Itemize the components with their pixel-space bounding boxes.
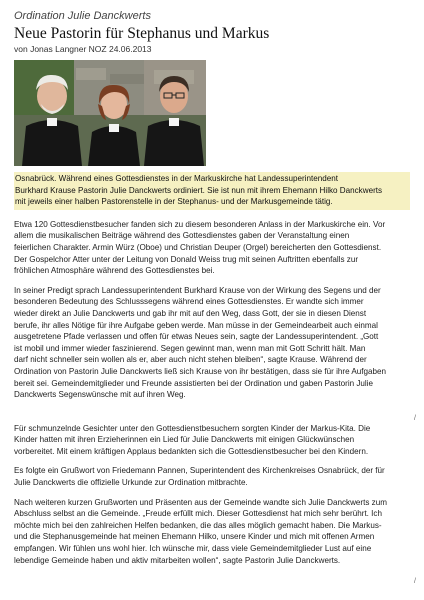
- text-line: Abschluss selbst an die Gemeinde. „Freude erfüllt mich. Dieser Gottesdienst hat mich sehr berührt. Ich: [14, 509, 382, 519]
- text-line: allem die musikalischen Beiträge während des Gottesdienstes gaben der Veranstaltung einen: [14, 231, 350, 241]
- text-line: ist mobil und immer wieder faszinierend. Segen gewinnt man, wenn man mit Gott Schritt hält. Man: [14, 343, 366, 353]
- text-line: vorbereitet. Mit einem kräftigen Applaus bedankten sich die Gottesdienstbesucher bei den Kindern.: [14, 446, 369, 456]
- article: [14, 10, 410, 574]
- text-line: Etwa 120 Gottesdienstbesucher fanden sich zu diesem besonderen Anlass in der Markuskirche ein. Vor: [14, 219, 386, 229]
- text-line: und die Stephanusgemeinde hat meinen Ehemann Hilko, unsere Kinder und mich mit offenen Armen: [14, 532, 375, 542]
- paragraph: [14, 285, 410, 401]
- text-line: bereit sei. Gemeindemitglieder und Freunde assistierten bei der Ordination und gaben Pastorin Julie: [14, 378, 374, 388]
- text-line: wieder direkt an Julie Danckwerts und gab ihr mit auf den Weg, dass Gott, der sie in diesen Dienst: [14, 308, 367, 318]
- paragraph: [14, 465, 410, 488]
- article-photo: [14, 60, 206, 166]
- text-line: In seiner Predigt sprach Landessuperintendent Burkhard Krause von der Wirkung des Segens und der: [14, 285, 381, 295]
- article-body: [14, 219, 410, 566]
- article-byline: von Jonas Langner NOZ 24.06.2013: [14, 44, 152, 54]
- text-line: besonderen Bedeutung des Schlusssegens während eines Gottesdienstes. Er wandte sich immer: [14, 297, 364, 307]
- page-mark: /: [414, 578, 416, 585]
- lead-line: Burkhard Krause Pastorin Julie Danckwerts ordiniert. Sie ist nun mit ihrem Ehemann Hilko Danckwerts: [15, 185, 383, 195]
- text-line: Es folgte ein Grußwort von Friedemann Pannen, Superintendent des Kirchenkreises Osnabrück, der für: [14, 466, 385, 476]
- lead-line: Osnabrück. Während eines Gottesdienstes in der Markuskirche hat Landessuperintendent: [15, 174, 339, 183]
- text-line: Danckwerts Segenswünsche mit auf ihren Weg.: [14, 390, 186, 400]
- text-line: berufe, ihr alles Nötige für ihre Aufgabe geben werde. Man müsse in der Gemeindearbeit auch einmal: [14, 320, 378, 330]
- text-line: fröhlichen Atmosphäre während des Gottesdienstes bei.: [14, 266, 215, 276]
- page-mark: /: [414, 415, 416, 422]
- paragraph: [14, 219, 410, 277]
- paragraph: [14, 497, 410, 567]
- lead-line: mit jeweils einer halben Pastorenstelle in der Stephanus- und der Markusgemeinde tätig.: [15, 197, 333, 207]
- text-line: feierlichen Charakter. Armin Würz (Oboe) und Christian Deuper (Orgel) bereicherten den Gottesdienst.: [14, 242, 382, 252]
- text-line: möchte mich bei den zahlreichen Helfen bedanken, die das alles möglich gemacht haben. Die Markus-: [14, 520, 382, 530]
- paragraph: [14, 423, 410, 458]
- article-headline: Neue Pastorin für Stephanus und Markus: [14, 25, 270, 42]
- text-line: empfangen. Wir fühlen uns wohl hier. Ich wünsche mir, dass viele Gemeindemitglieder Lust auf eine: [14, 544, 372, 554]
- article-lead: [14, 172, 410, 210]
- text-line: Für schmunzelnde Gesichter unter den Gottesdienstbesuchern sorgten Kinder der Markus-Kita. Die: [14, 423, 371, 433]
- text-line: Ordination von Pastorin Julie Danckwerts ließ sich Krause von ihr bestätigen, dass sie für ihre Aufgaben: [14, 366, 387, 376]
- text-line: Nach weiteren kurzen Grußworten und Präsenten aus der Gemeinde wandte sich Julie Danckwerts zum: [14, 497, 387, 507]
- article-kicker: Ordination Julie Danckwerts: [14, 10, 151, 22]
- text-line: ausgetretene Pfade verlassen und offen für etwas Neues sein, sagte der Landessuperintendent. „Gott: [14, 332, 379, 342]
- photo-three-clergy: [14, 60, 206, 166]
- text-line: Julie Danckwerts die offizielle Urkunde zur Ordination mitbrachte.: [14, 478, 248, 488]
- text-line: Der Gospelchor Atter unter der Leitung von Donald Weiss trug mit seinen Auftritten ebenfalls zur: [14, 254, 359, 264]
- text-line: lebendige Gemeinde haben und aktiv mitarbeiten wollen“, sagte Pastorin Julie Danckwerts.: [14, 555, 341, 565]
- text-line: Kinder hatten mit ihren Erzieherinnen ein Lied für Julie Danckwerts mit einigen Glückwünschen: [14, 435, 355, 445]
- text-line: darf nicht schneller sein wollen als er, aber auch nicht stehen bleiben“, sagte Krause. Während der: [14, 355, 367, 365]
